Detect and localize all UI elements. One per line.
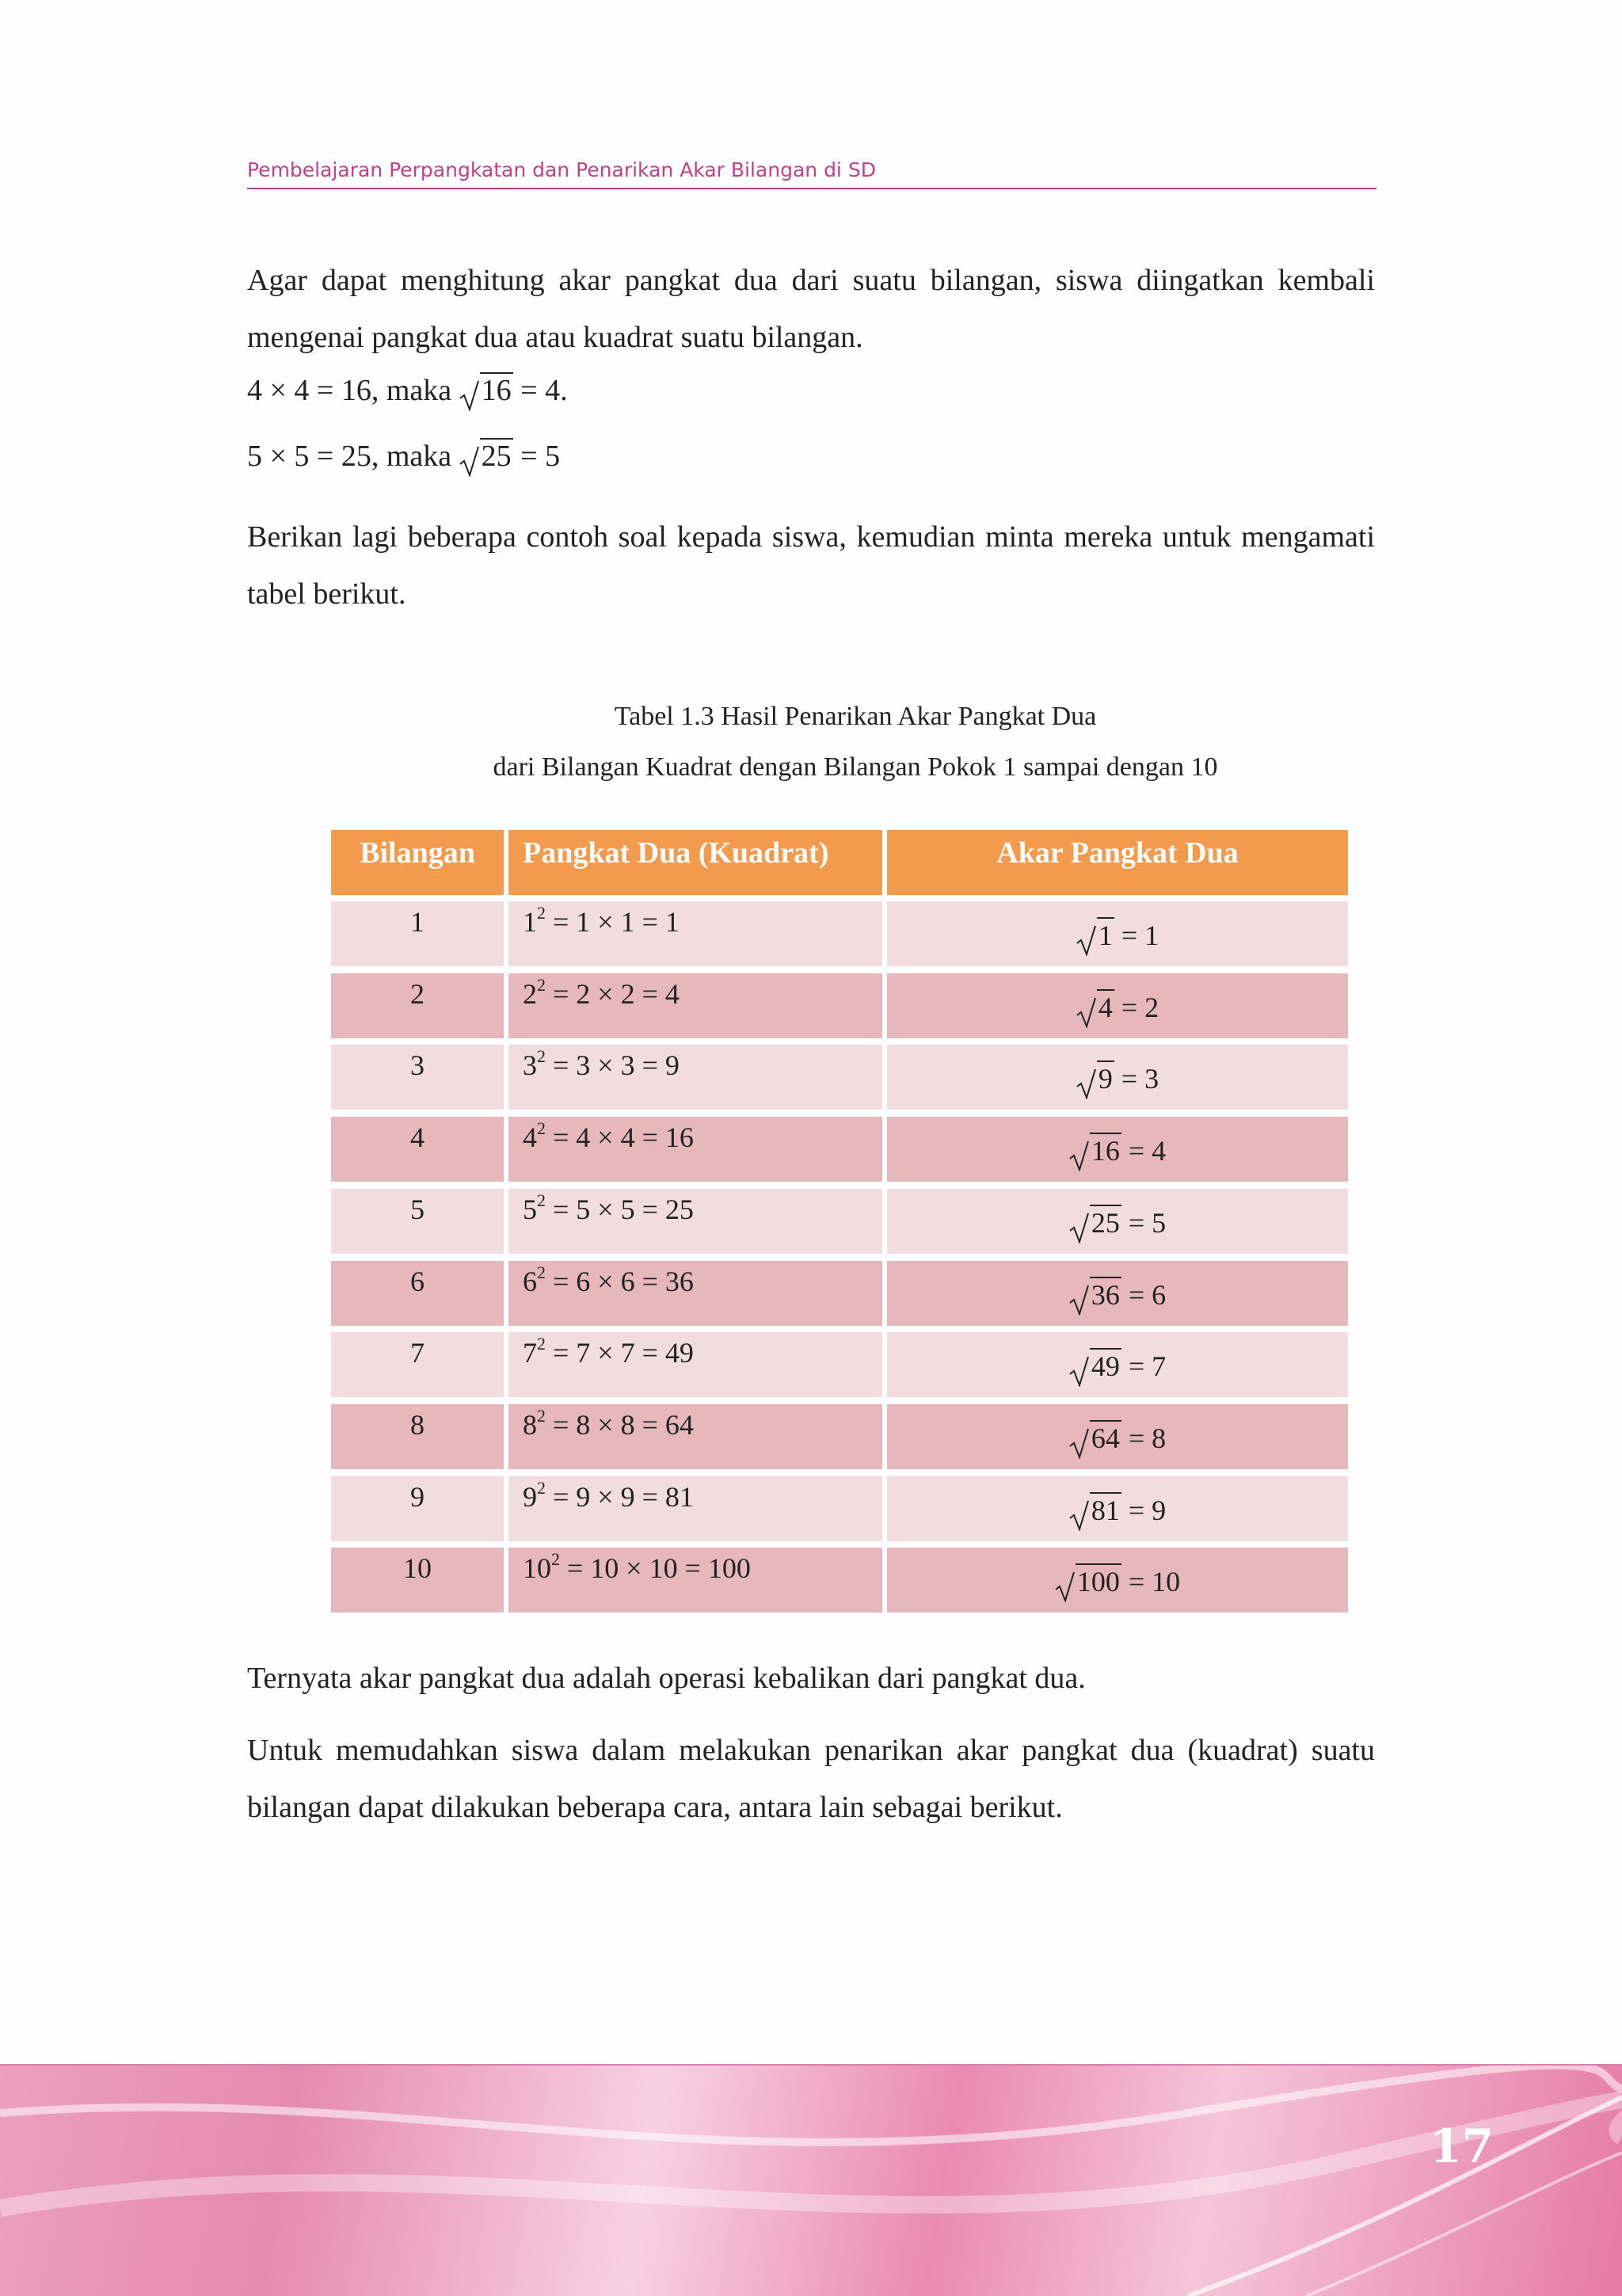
cell-bilangan: 5 [331, 1189, 504, 1254]
cell-bilangan: 1 [331, 901, 504, 966]
cell-akar: 9 = 3 [887, 1045, 1348, 1110]
method-paragraph: Untuk memudahkan siswa dalam melakukan penarikan akar pangkat dua (kuadrat) suatu bilangan dapat dilakukan beberapa cara, antara lain sebagai berikut. [247, 1734, 1375, 1824]
cell-kuadrat: $8^2 = 8 \times 8 = 64$ [508, 1404, 882, 1469]
table-row [331, 1548, 1348, 1613]
cell-bilangan: 6 [331, 1261, 504, 1326]
cell-bilangan: 8 [331, 1404, 504, 1469]
intro-paragraph: Agar dapat menghitung akar pangkat dua dari suatu bilangan, siswa diingatkan kembali mengenai pangkat dua atau kuadrat suatu bilangan. [247, 264, 1375, 354]
cell-kuadrat: $2^2 = 2 \times 2 = 4$ [508, 973, 882, 1038]
page-number: 17 [1430, 2119, 1494, 2173]
header-bilangan: Bilangan [331, 830, 504, 895]
table-row [331, 1261, 1348, 1326]
sqrt-symbol: 81 [1069, 1492, 1121, 1528]
cell-akar: 100 = 10 [887, 1548, 1348, 1613]
table-row [331, 1117, 1348, 1182]
conclusion-paragraph: Ternyata akar pangkat dua adalah operasi kebalikan dari pangkat dua. [247, 1662, 1086, 1695]
table-row [331, 1404, 1348, 1469]
cell-akar: 1 = 1 [887, 901, 1348, 966]
sqrt-symbol: 25 [459, 438, 513, 474]
table-row [331, 1476, 1348, 1541]
decorative-footer [0, 2064, 1622, 2296]
sqrt-symbol: 9 [1076, 1060, 1114, 1096]
cell-akar: 4 = 2 [887, 973, 1348, 1038]
cell-kuadrat: $3^2 = 3 \times 3 = 9$ [508, 1045, 882, 1110]
cell-akar: 16 = 4 [887, 1117, 1348, 1182]
running-header: Pembelajaran Perpangkatan dan Penarikan Akar Bilangan di SD [247, 158, 1376, 189]
example-equation-2: 5 × 5 = 25, maka 25 = 5 [247, 438, 560, 474]
sqrt-symbol: 16 [1069, 1133, 1121, 1168]
cell-kuadrat: $10^2 = 10 \times 10 = 100$ [508, 1548, 882, 1613]
cell-bilangan: 10 [331, 1548, 504, 1613]
instruction-paragraph: Berikan lagi beberapa contoh soal kepada siswa, kemudian minta mereka untuk mengamati tabel berikut. [247, 520, 1375, 611]
cell-bilangan: 4 [331, 1117, 504, 1182]
sqrt-symbol: 49 [1069, 1348, 1121, 1384]
sqrt-symbol: 25 [1069, 1205, 1121, 1240]
sqrt-symbol: 36 [1069, 1277, 1121, 1312]
cell-akar: 49 = 7 [887, 1332, 1348, 1397]
cell-kuadrat: $1^2 = 1 \times 1 = 1$ [508, 901, 882, 966]
table-row [331, 1332, 1348, 1397]
table-row [331, 1045, 1348, 1110]
cell-akar: 25 = 5 [887, 1189, 1348, 1254]
cell-akar: 36 = 6 [887, 1261, 1348, 1326]
table-caption-line-1: Tabel 1.3 Hasil Penarikan Akar Pangkat Dua [614, 702, 1097, 731]
example-equation-1: 4 × 4 = 16, maka 16 = 4. [247, 372, 568, 408]
cell-akar: 64 = 8 [887, 1404, 1348, 1469]
cell-bilangan: 3 [331, 1045, 504, 1110]
cell-kuadrat: $6^2 = 6 \times 6 = 36$ [508, 1261, 882, 1326]
cell-bilangan: 7 [331, 1332, 504, 1397]
table-row [331, 1189, 1348, 1254]
table-row [331, 973, 1348, 1038]
sqrt-symbol: 4 [1076, 989, 1114, 1025]
header-akar-pangkat-dua: Akar Pangkat Dua [887, 830, 1348, 895]
cell-bilangan: 2 [331, 973, 504, 1038]
cell-akar: 81 = 9 [887, 1476, 1348, 1541]
cell-kuadrat: $4^2 = 4 \times 4 = 16$ [508, 1117, 882, 1182]
cell-kuadrat: $7^2 = 7 \times 7 = 49$ [508, 1332, 882, 1397]
header-pangkat-dua: Pangkat Dua (Kuadrat) [508, 830, 882, 895]
table-caption-line-2: dari Bilangan Kuadrat dengan Bilangan Pokok 1 sampai dengan 10 [493, 752, 1218, 782]
sqrt-symbol: 64 [1069, 1420, 1121, 1456]
cell-kuadrat: $9^2 = 9 \times 9 = 81$ [508, 1476, 882, 1541]
table-header-row [331, 830, 1348, 895]
sqrt-symbol: 100 [1055, 1563, 1121, 1599]
sqrt-symbol: 1 [1076, 917, 1114, 953]
sqrt-symbol: 16 [459, 372, 513, 408]
cell-kuadrat: $5^2 = 5 \times 5 = 25$ [508, 1189, 882, 1254]
cell-bilangan: 9 [331, 1476, 504, 1541]
table-row [331, 901, 1348, 966]
